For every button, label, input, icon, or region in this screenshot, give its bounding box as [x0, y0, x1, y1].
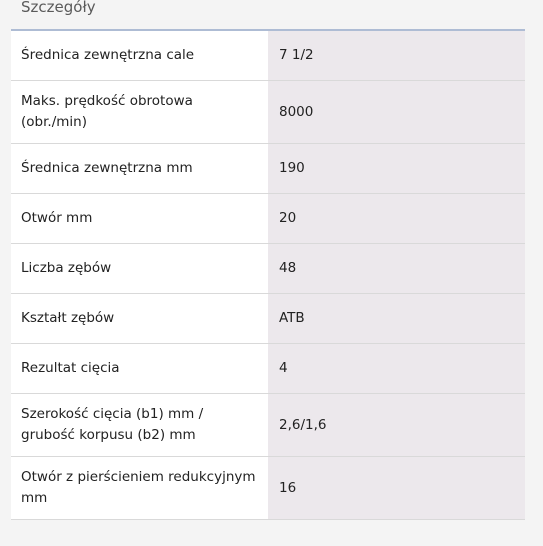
spec-label: Maks. prędkość obrotowa (obr./min): [11, 81, 268, 144]
spec-value: 4: [268, 344, 525, 394]
spec-row: [11, 194, 525, 244]
spec-value: 48: [268, 244, 525, 294]
spec-value: 190: [268, 144, 525, 194]
spec-row: [11, 457, 525, 520]
spec-value: 20: [268, 194, 525, 244]
spec-row: [11, 144, 525, 194]
spec-value: ATB: [268, 294, 525, 344]
spec-row: [11, 394, 525, 457]
spec-label: Otwór mm: [11, 194, 268, 244]
spec-value: 16: [268, 457, 525, 520]
spec-value: 2,6/1,6: [268, 394, 525, 457]
spec-row: [11, 244, 525, 294]
spec-label: Kształt zębów: [11, 294, 268, 344]
spec-row: [11, 30, 525, 81]
spec-table: [11, 29, 525, 520]
spec-row: [11, 294, 525, 344]
spec-value: 8000: [268, 81, 525, 144]
section-title: Szczegóły: [21, 0, 96, 16]
spec-row: [11, 344, 525, 394]
spec-label: Rezultat cięcia: [11, 344, 268, 394]
spec-row: [11, 81, 525, 144]
spec-value: 7 1/2: [268, 30, 525, 81]
spec-label: Średnica zewnętrzna mm: [11, 144, 268, 194]
spec-label: Średnica zewnętrzna cale: [11, 30, 268, 81]
spec-label: Otwór z pierścieniem redukcyjnym mm: [11, 457, 268, 520]
spec-label: Liczba zębów: [11, 244, 268, 294]
spec-label: Szerokość cięcia (b1) mm / grubość korpusu (b2) mm: [11, 394, 268, 457]
